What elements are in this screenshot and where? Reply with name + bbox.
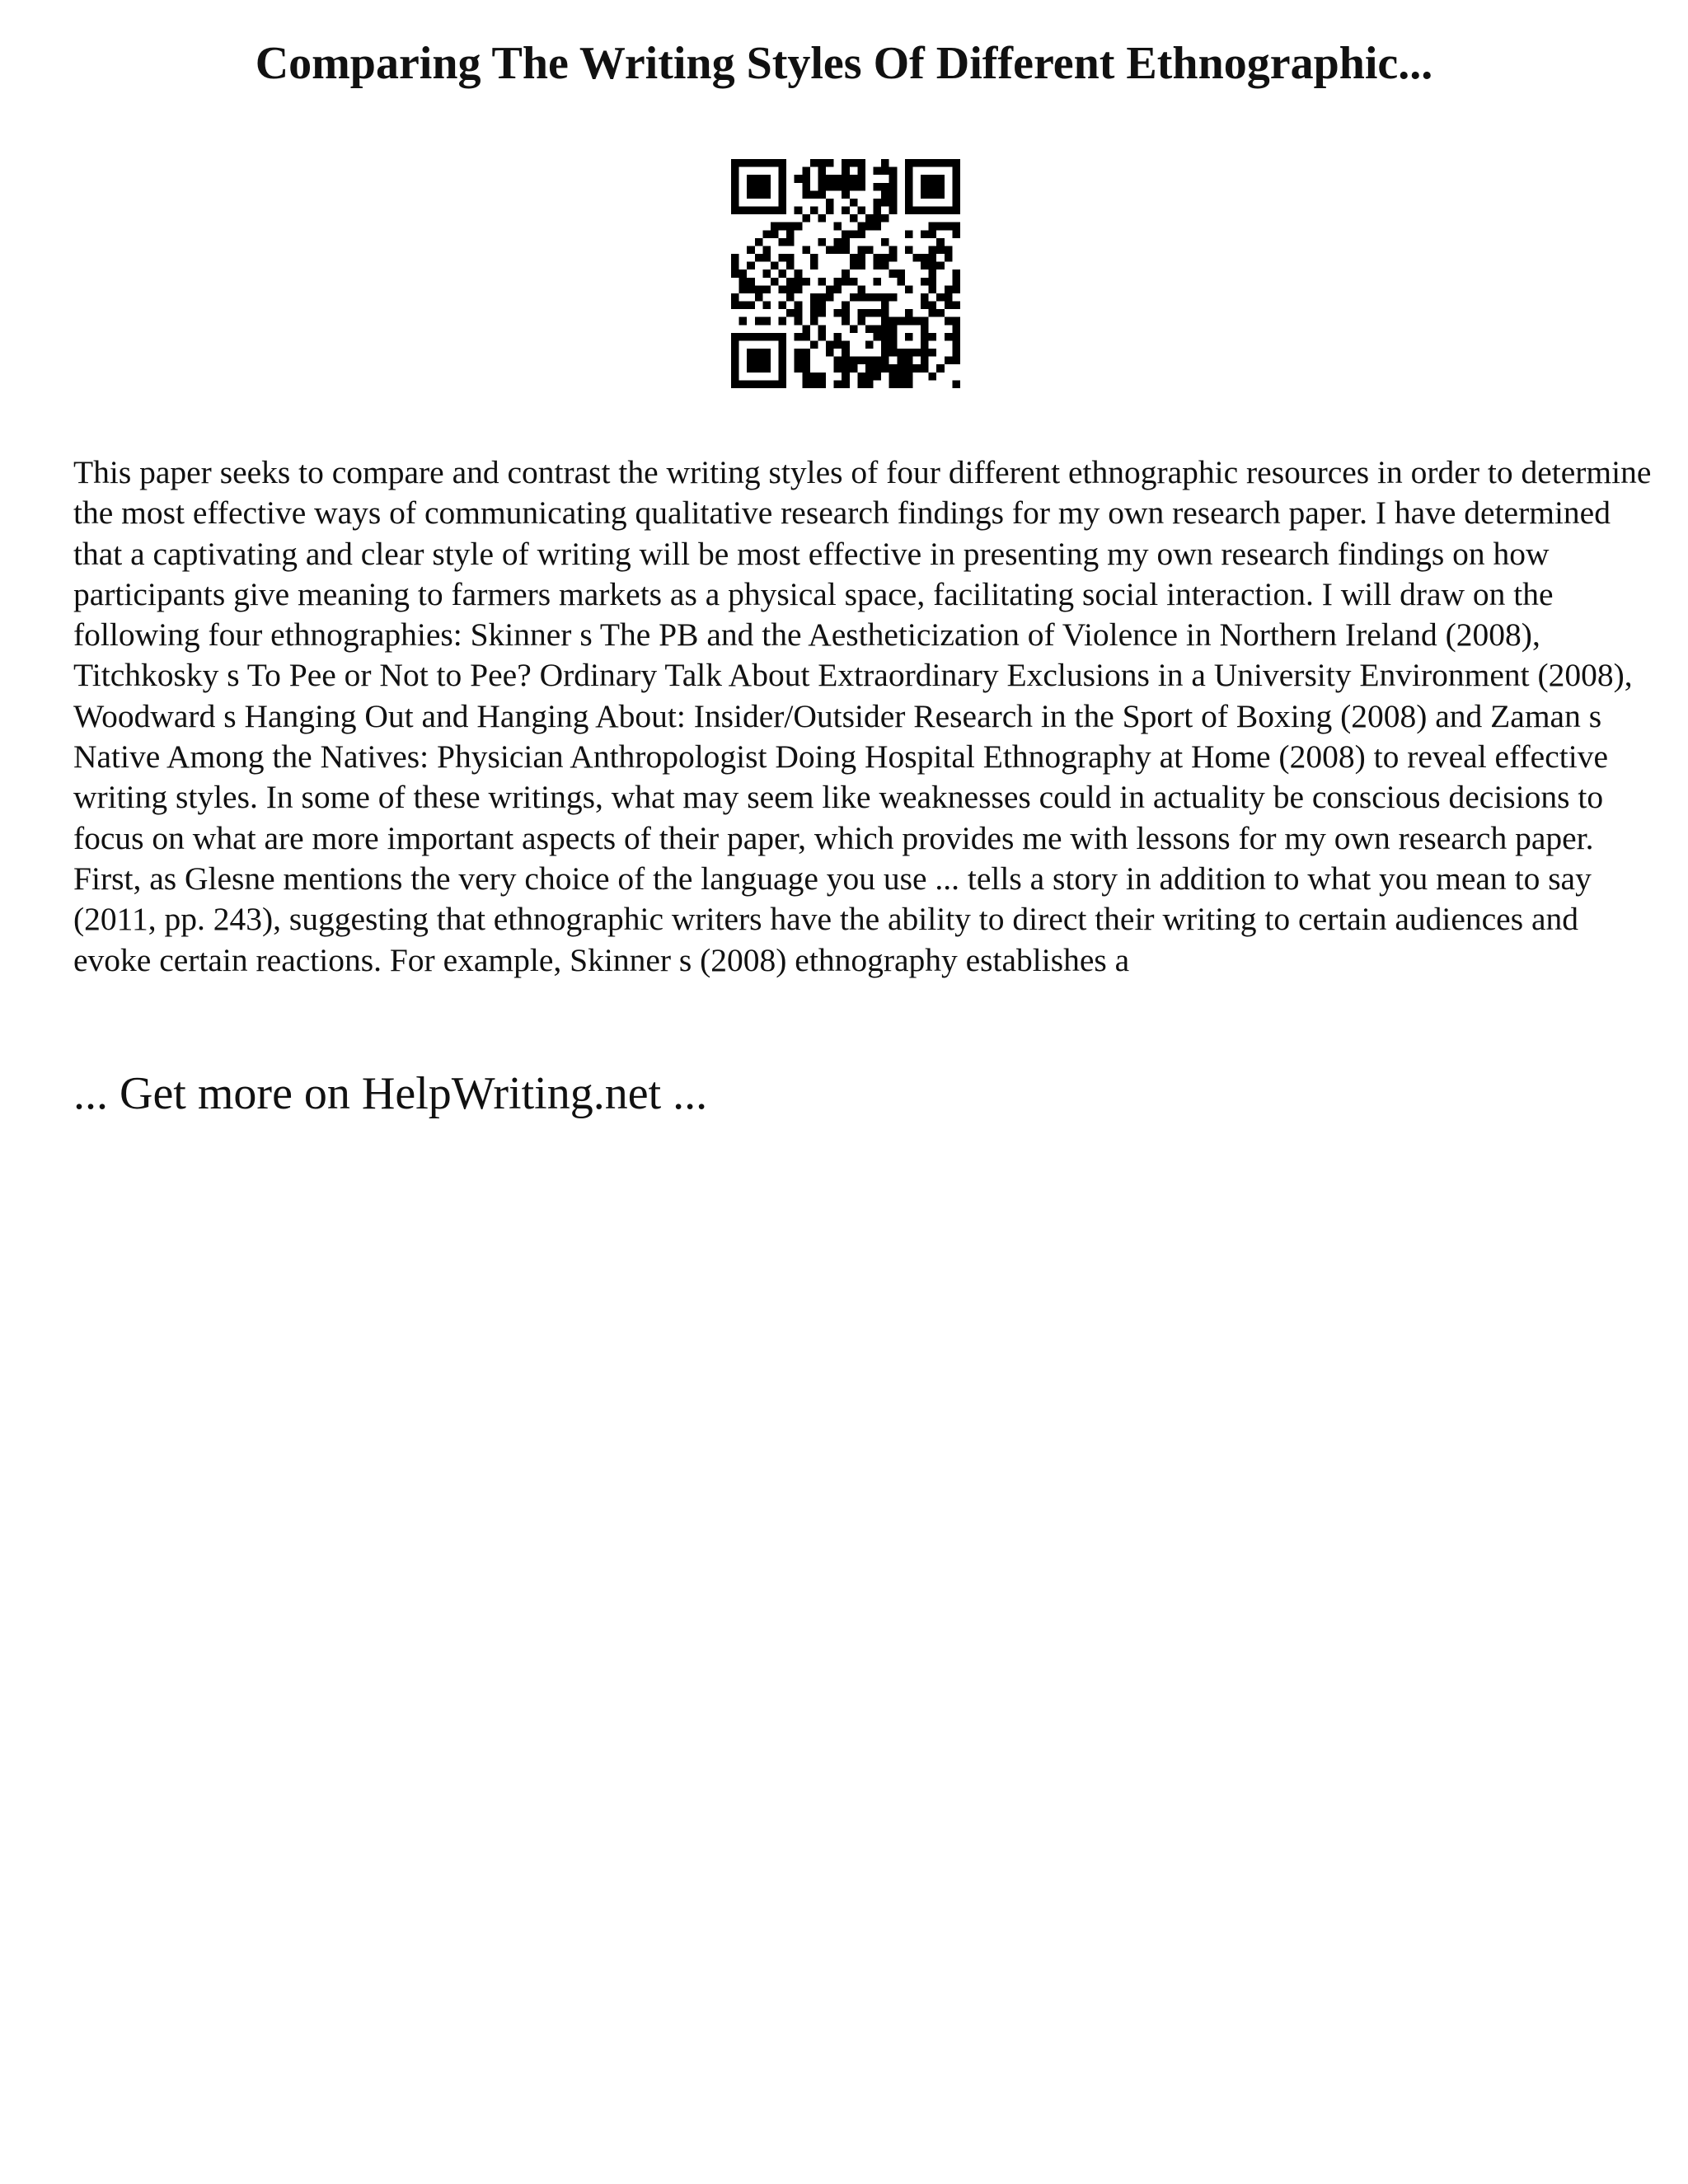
paragraph-intro: This paper seeks to compare and contrast the writing styles of four different ethnographic resources in order to determine the most effective ways of communicating qualitative research findings for my own research paper. I have determined that a captivating and clear style of writing will be most effective in presenting my own research findings on how participants give meaning to farmers markets as a physical space, facilitating social interaction. I will draw on the following four ethnographies: Skinner s The PB and the Aestheticization of Violence in Northern Ireland (2008), Titchkosky s To Pee or Not to Pee? Ordinary Talk About Extraordinary Exclusions in a University Environment (2008), Woodward s Hanging Out and Hanging About: Insider/Outsider Research in the Sport of Boxing (2008) and Zaman s Native Among the Natives: Physician Anthropologist Doing Hospital Ethnography at Home (2008) to reveal effective writing styles. In some of these writings, what may seem like weaknesses could in actuality be conscious decisions to focus on what are more important aspects of their paper, which provides me with lessons for my own research paper. bbox=[73, 454, 1652, 856]
qr-code-graphic bbox=[731, 159, 960, 388]
document-body bbox=[73, 452, 1656, 981]
document-title: Comparing The Writing Styles Of Different Ethnographic... bbox=[255, 38, 1433, 89]
paragraph-first: First, as Glesne mentions the very choice of the language you use ... tells a story in addition to what you mean to say (2011, pp. 243), suggesting that ethnographic writers have the ability to direct their writing to certain audiences and evoke certain reactions. For example, Skinner s (2008) ethnography establishes a bbox=[73, 860, 1592, 978]
more-link[interactable]: ... Get more on HelpWriting.net ... bbox=[73, 1068, 708, 1119]
qr-code-icon bbox=[731, 159, 960, 388]
